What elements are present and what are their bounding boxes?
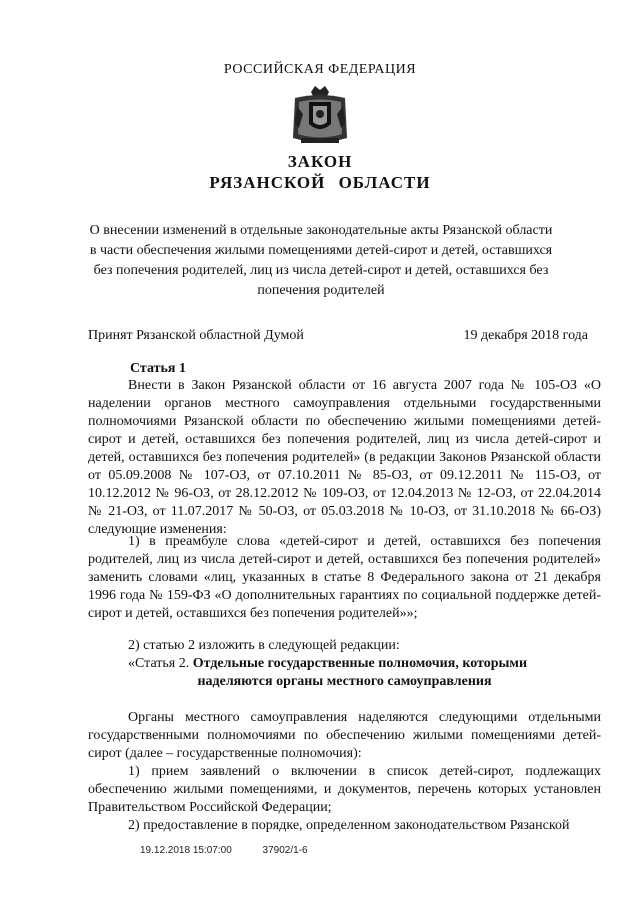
amendment-item-2: 2) статью 2 изложить в следующей редакции: [128,638,400,653]
article-title: Статья 1 [130,361,186,376]
footer-doc-number: 37902/1-6 [262,845,308,856]
quoted-article-prefix: «Статья 2. [128,656,190,671]
law-title: ЗАКОН [287,152,353,171]
quoted-article-title-b: наделяются органы местного самоуправления [197,674,492,689]
quoted-article-heading [88,655,601,673]
footer-stamp [140,845,336,856]
article-intro: Внести в Закон Рязанской области от 16 августа 2007 года № 105-ОЗ «О наделении органов местного самоуправления отдельными государственными полномочиями Рязанской области по обеспечению жилыми помещениями детей-сирот и детей, оставшихся без попечения родителей, лиц из числа детей-сирот и детей, оставшихся без попечения родителей» (в редакции Законов Рязанской области от 05.09.2008 № 107-ОЗ, от 07.10.2011 № 85-ОЗ, от 09.12.2011 № 115-ОЗ, от 10.12.2012 № 96-ОЗ, от 28.12.2012 № 109-ОЗ, от 12.04.2013 № 12-ОЗ, от 22.04.2014 № 21-ОЗ, от 11.07.2017 № 50-ОЗ, от 05.03.2018 № 10-ОЗ, от 31.10.2018 № 66-ОЗ) следующие изменения: [88,378,601,537]
adoption-date: 19 декабря 2018 года [463,328,588,343]
law-subtitle: О внесении изменений в отдельные законодательные акты Рязанской области в части обеспечения жилыми помещениями детей-сирот и детей, оставшихся без попечения родителей, лиц из числа детей-сирот и детей, оставшихся без попечения родителей [89,223,553,298]
paragraph-bodies: Органы местного самоуправления наделяются следующими отдельными государственными полномочиями по обеспечению жилыми помещениями детей-сирот (далее – государственные полномочия): [88,710,601,761]
region-title: РЯЗАНСКОЙ ОБЛАСТИ [209,173,431,192]
amendment-item-1: 1) в преамбуле слова «детей-сирот и детей, оставшихся без попечения родителей, лиц из числа детей-сирот и детей, оставшихся без попечения родителей» заменить словами «лиц, указанных в статье 8 Федерального закона от 21 декабря 1996 года № 159-ФЗ «О дополнительных гарантиях по социальной поддержке детей-сирот и детей, оставшихся без попечения родителей»»; [88,534,601,621]
adopted-by: Принят Рязанской областной Думой [88,328,304,343]
footer-timestamp: 19.12.2018 15:07:00 [140,845,232,856]
coat-of-arms-icon [289,84,351,148]
subitem-2: 2) предоставление в порядке, определенном законодательством Рязанской [128,818,570,833]
federation-heading: РОССИЙСКАЯ ФЕДЕРАЦИЯ [223,62,417,77]
quoted-article-title-a: Отдельные государственные полномочия, которыми [192,656,528,671]
subitem-1: 1) прием заявлений о включении в список детей-сирот, подлежащих обеспечению жилыми помещениями, и документов, перечень которых установлен Правительством Российской Федерации; [88,764,601,815]
